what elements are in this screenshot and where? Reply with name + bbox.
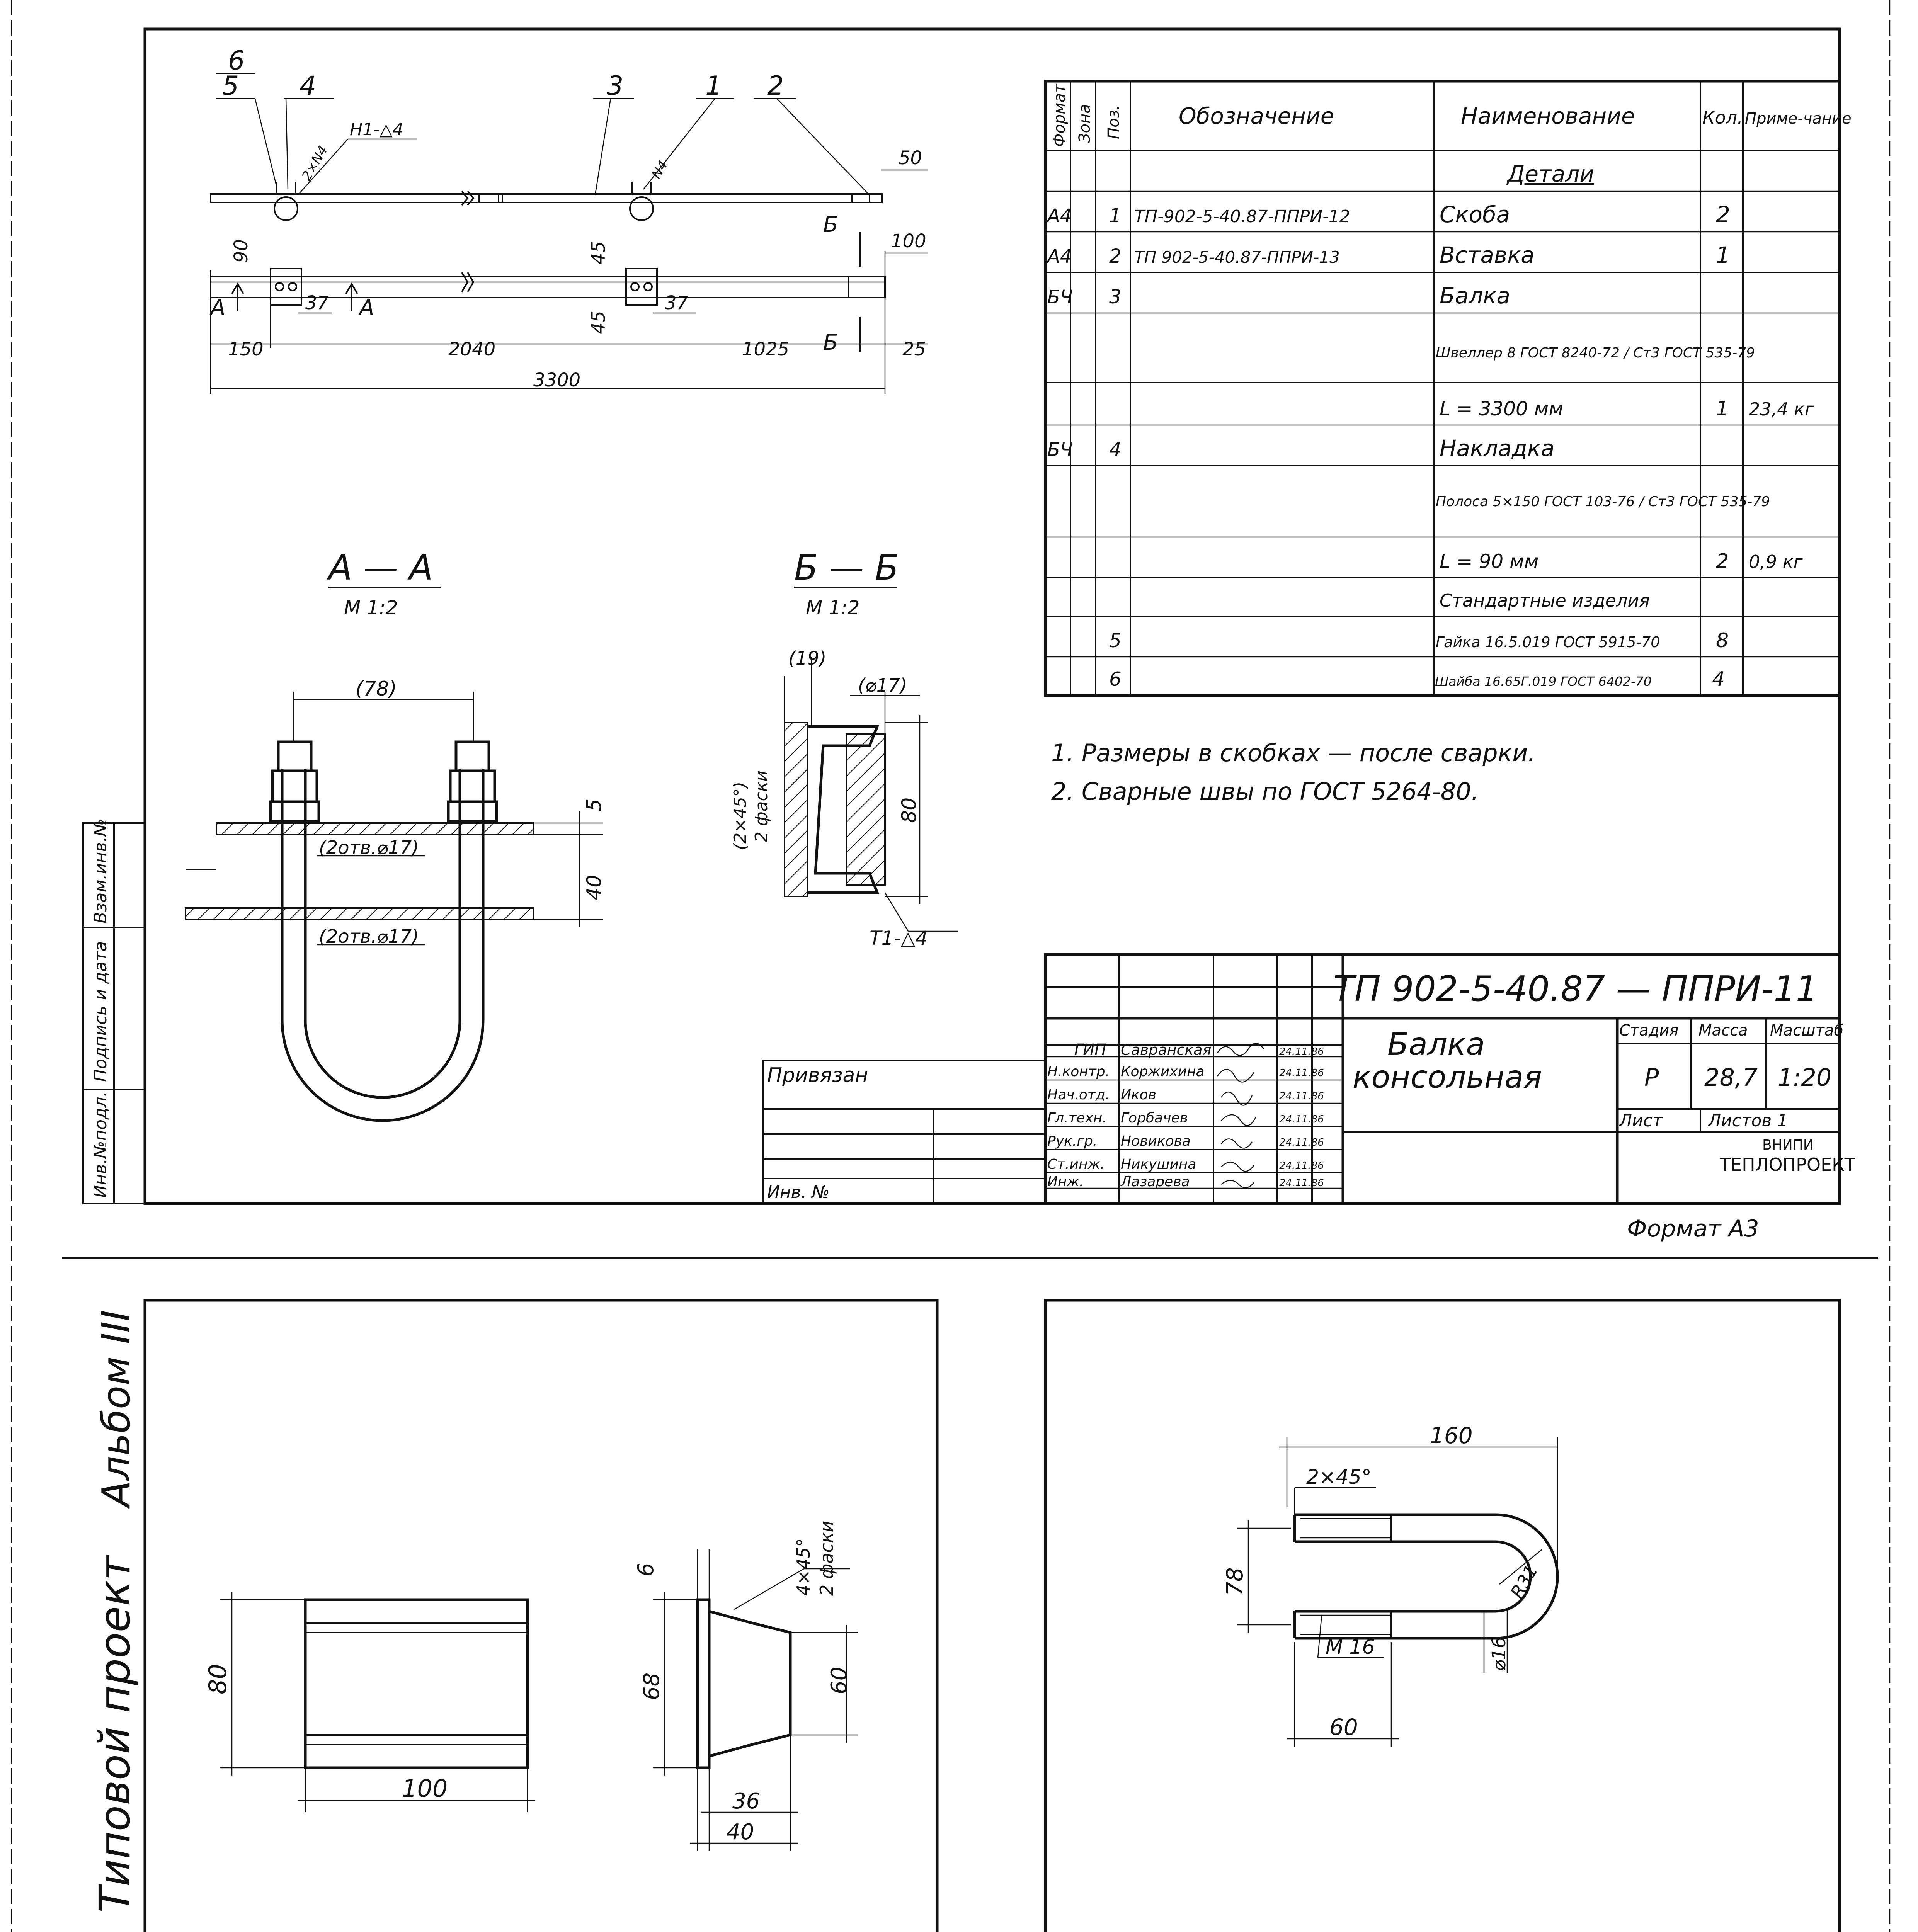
sheet-label-a3: Лист xyxy=(1619,1111,1663,1131)
weld-small-2: N4 xyxy=(648,158,671,182)
row2-pos: 2 xyxy=(1109,245,1122,267)
hole-label-2: (2отв.⌀17) xyxy=(319,926,419,947)
row-group-details: Детали xyxy=(1507,161,1595,187)
signer-date-6: 24.11.86 xyxy=(1279,1160,1324,1172)
dim-19: (19) xyxy=(788,648,827,669)
ubolt-thread: М 16 xyxy=(1326,1636,1375,1659)
note-2: 2. Сварные швы по ГОСТ 5264-80. xyxy=(1051,777,1479,806)
col-pos: Поз. xyxy=(1105,105,1123,139)
signer-role-6: Ст.инж. xyxy=(1047,1156,1105,1172)
row3-format: БЧ xyxy=(1047,286,1073,308)
signer-date-5: 24.11.86 xyxy=(1279,1137,1324,1148)
bound-label-a3: Привязан xyxy=(767,1064,868,1087)
row11-name: Шайба 16.65Г.019 ГОСТ 6402-70 xyxy=(1435,674,1652,689)
signer-role-4: Гл.техн. xyxy=(1047,1110,1107,1126)
note-1: 1. Размеры в скобках — после сварки. xyxy=(1051,739,1536,767)
dim-2040: 2040 xyxy=(448,338,496,360)
row1-designation: ТП-902-5-40.87-ППРИ-12 xyxy=(1134,207,1350,226)
row1-qty: 2 xyxy=(1716,201,1730,228)
signer-name-2: Коржихина xyxy=(1121,1064,1205,1080)
row8-qty: 2 xyxy=(1716,550,1729,573)
insert-chamfer-2: 2 фаски xyxy=(816,1520,837,1596)
row1-name: Скоба xyxy=(1440,201,1510,228)
signer-role-2: Н.контр. xyxy=(1047,1064,1110,1080)
callout-3: 3 xyxy=(607,71,624,101)
col-name: Наименование xyxy=(1461,103,1635,129)
section-mark-a-left: А xyxy=(211,295,226,320)
row6-format: БЧ xyxy=(1047,439,1073,461)
row1-format: А4 xyxy=(1047,205,1072,227)
sheets-label-a3: Листов 1 xyxy=(1708,1111,1788,1131)
hole-label-1: (2отв.⌀17) xyxy=(319,837,419,859)
dim-78: (78) xyxy=(356,677,397,701)
row3-pos: 3 xyxy=(1109,286,1122,308)
inv-label-a3: Инв. № xyxy=(767,1182,830,1202)
col-zone: Зона xyxy=(1076,104,1094,143)
ubolt-dim-60: 60 xyxy=(1329,1714,1358,1740)
row11-qty: 4 xyxy=(1712,668,1725,691)
sheet-a3 xyxy=(83,29,1856,1242)
signer-date-7: 24.11.86 xyxy=(1279,1177,1324,1189)
mass-a3: 28,7 xyxy=(1704,1063,1758,1092)
signer-role-3: Нач.отд. xyxy=(1047,1087,1110,1103)
beam-drawing xyxy=(209,46,928,394)
weld-t1: Т1-△4 xyxy=(870,927,928,949)
dim-40: 40 xyxy=(583,874,606,900)
doc-code-a3: ТП 902-5-40.87 — ППРИ-11 xyxy=(1333,969,1818,1009)
chamfer-label: (2×45°) xyxy=(730,781,750,850)
row9-name: Стандартные изделия xyxy=(1440,590,1650,611)
title-block-a3 xyxy=(763,954,1856,1204)
signer-name-6: Никушина xyxy=(1121,1156,1196,1172)
signer-date-1: 24.11.86 xyxy=(1279,1046,1324,1058)
mass-label-a3: Масса xyxy=(1698,1022,1748,1039)
section-bb-scale: М 1:2 xyxy=(806,597,860,619)
signer-name-4: Горбачев xyxy=(1121,1110,1188,1126)
stamp-cell-1: Инв.№подл. xyxy=(91,1091,111,1198)
dim-50: 50 xyxy=(899,147,922,169)
dim-1025: 1025 xyxy=(742,338,790,360)
dim-5: 5 xyxy=(583,798,606,811)
dim-45b: 45 xyxy=(588,310,609,334)
row2-format: А4 xyxy=(1047,246,1072,267)
dim-80: 80 xyxy=(898,797,921,823)
section-bb-title: Б — Б xyxy=(794,548,899,588)
section-mark-b-top: Б xyxy=(823,212,838,237)
insert-dim-100: 100 xyxy=(402,1774,448,1803)
chamfer-label-2: 2 фаски xyxy=(752,770,771,842)
ubolt-drawing xyxy=(1222,1422,1557,1747)
row10-qty: 8 xyxy=(1716,629,1729,652)
signature-6 xyxy=(1221,1162,1254,1172)
stamp-cell-3: Взам.инв.№ xyxy=(91,819,111,923)
ubolt-d16: ⌀16 xyxy=(1488,1636,1510,1671)
stage-label-a3: Стадия xyxy=(1619,1022,1679,1039)
signer-role-7: Инж. xyxy=(1047,1174,1084,1190)
title-a3-line1: Балка xyxy=(1387,1026,1485,1062)
stage-a3: Р xyxy=(1644,1063,1659,1092)
row3-name: Балка xyxy=(1440,282,1510,309)
signer-date-2: 24.11.86 xyxy=(1279,1067,1324,1079)
signer-name-7: Лазарева xyxy=(1121,1174,1190,1190)
callout-2: 2 xyxy=(767,71,784,101)
section-aa xyxy=(186,548,606,1121)
col-qty: Кол. xyxy=(1702,107,1743,128)
signer-date-4: 24.11.86 xyxy=(1279,1114,1324,1125)
weld-small: 2×N4 xyxy=(299,143,331,184)
row11-pos: 6 xyxy=(1109,668,1122,690)
insert-drawing xyxy=(204,1521,858,1851)
insert-dim-60: 60 xyxy=(827,1667,852,1694)
row8-name: L = 90 мм xyxy=(1440,550,1539,573)
ubolt-r31: R31 xyxy=(1506,1561,1542,1602)
row5-note: 23,4 кг xyxy=(1749,399,1814,420)
signature-7 xyxy=(1221,1180,1254,1188)
sheet-13 xyxy=(64,1300,941,1932)
row2-qty: 1 xyxy=(1716,242,1730,268)
signer-role-5: Рук.гр. xyxy=(1047,1133,1098,1149)
row10-pos: 5 xyxy=(1109,629,1122,652)
row2-name: Вставка xyxy=(1440,242,1535,268)
album-label: Альбом III xyxy=(94,1310,139,1507)
scale-a3: 1:20 xyxy=(1778,1063,1832,1092)
row1-pos: 1 xyxy=(1109,204,1122,227)
section-mark-b-bottom: Б xyxy=(823,330,838,355)
title-a3-line2: консольная xyxy=(1353,1059,1542,1095)
row7-name: Полоса 5×150 ГОСТ 103-76 / Ст3 ГОСТ 535-79 xyxy=(1436,494,1770,510)
dim-90: 90 xyxy=(230,239,252,263)
org-a3-1: ВНИПИ xyxy=(1762,1137,1814,1153)
ubolt-dim-160: 160 xyxy=(1430,1422,1473,1449)
album-title: Типовой проект xyxy=(90,1556,140,1913)
scale-label-a3: Масштаб xyxy=(1770,1022,1844,1039)
format-a3: Формат А3 xyxy=(1627,1215,1759,1242)
row4-name: Швеллер 8 ГОСТ 8240-72 / Ст3 ГОСТ 535-79 xyxy=(1436,345,1755,361)
dim-37a: 37 xyxy=(305,292,329,314)
insert-dim-36: 36 xyxy=(732,1789,760,1814)
row5-name: L = 3300 мм xyxy=(1440,398,1564,420)
stamp-cell-2: Подпись и дата xyxy=(91,941,111,1082)
section-mark-a-right: А xyxy=(359,295,374,320)
insert-dim-6: 6 xyxy=(633,1563,659,1577)
signer-name-1: Савранская xyxy=(1121,1041,1212,1058)
signer-role-1: ГИП xyxy=(1074,1041,1106,1059)
signer-name-5: Новикова xyxy=(1121,1133,1191,1149)
row6-name: Накладка xyxy=(1440,435,1555,461)
sheet-12 xyxy=(984,1300,1878,1932)
dim-3300: 3300 xyxy=(533,369,581,391)
signature-4 xyxy=(1221,1115,1256,1126)
dim-25: 25 xyxy=(902,338,926,360)
col-note: Приме-чание xyxy=(1745,110,1852,128)
signature-5 xyxy=(1221,1139,1252,1148)
col-format: Формат xyxy=(1051,84,1069,147)
dim-45a: 45 xyxy=(588,241,609,265)
row10-name: Гайка 16.5.019 ГОСТ 5915-70 xyxy=(1436,634,1660,651)
dim-37b: 37 xyxy=(665,292,689,314)
insert-chamfer: 4×45° xyxy=(793,1538,814,1596)
dim-100: 100 xyxy=(891,230,926,252)
weld-note: Н1-△4 xyxy=(350,120,403,139)
insert-dim-80: 80 xyxy=(204,1664,232,1694)
callout-1: 1 xyxy=(705,71,722,101)
spec-table xyxy=(1045,81,1852,696)
row8-note: 0,9 кг xyxy=(1749,551,1803,572)
section-aa-title: А — А xyxy=(328,548,433,588)
row2-designation: ТП 902-5-40.87-ППРИ-13 xyxy=(1134,248,1340,267)
section-aa-scale: М 1:2 xyxy=(344,597,398,619)
insert-dim-40: 40 xyxy=(727,1820,754,1845)
row6-pos: 4 xyxy=(1109,438,1122,461)
callout-4: 4 xyxy=(300,71,317,101)
org-a3-2: ТЕПЛОПРОЕКТ xyxy=(1720,1154,1855,1175)
callout-6: 6 xyxy=(228,46,245,76)
signer-name-3: Иков xyxy=(1121,1087,1156,1103)
dim-17: (⌀17) xyxy=(858,675,907,696)
col-designation: Обозначение xyxy=(1179,103,1334,129)
dim-150: 150 xyxy=(228,338,264,360)
row5-qty: 1 xyxy=(1716,397,1729,420)
ubolt-chamfer: 2×45° xyxy=(1306,1466,1372,1489)
side-stamp xyxy=(83,819,145,1204)
signer-date-3: 24.11.86 xyxy=(1279,1090,1324,1102)
section-bb xyxy=(730,548,958,949)
insert-dim-68: 68 xyxy=(639,1672,664,1700)
callout-5: 5 xyxy=(222,71,239,101)
ubolt-dim-78: 78 xyxy=(1222,1567,1248,1596)
